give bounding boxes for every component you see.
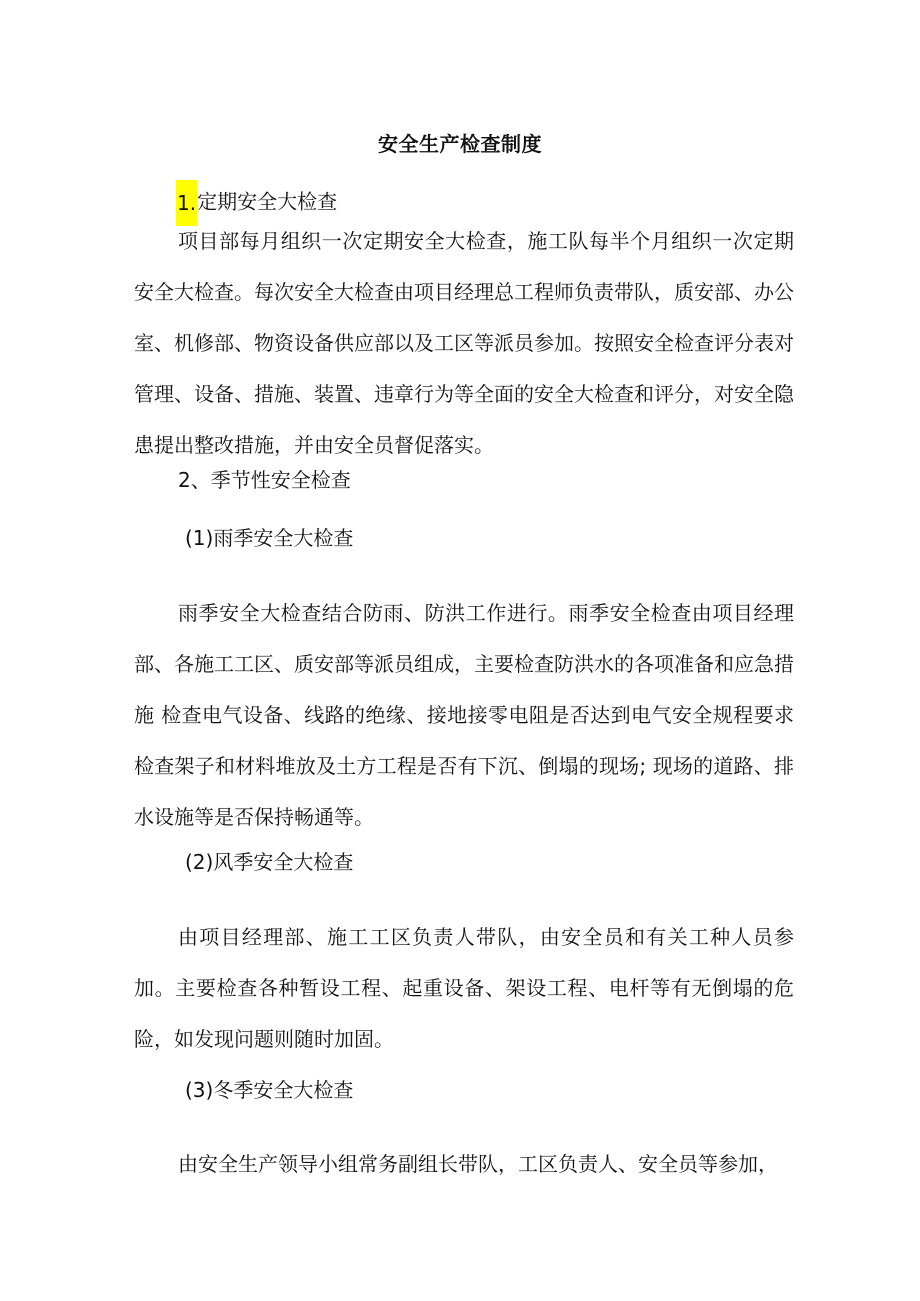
sub3-heading: (3)冬季安全大检查 (185, 1078, 354, 1102)
sub1-body: 雨季安全大检查结合防雨、防洪工作进行。雨季安全检查由项目经理部、各施工工区、质安部等派员组成，主要检查防洪水的各项准备和应急措施 检查电气设备、线路的绝缘、接地接零电阻是否达到电气安全规程要求 检查架子和材料堆放及土方工程是否有下沉、倒塌的现场; 现场的道路、排水设施等是否保持畅通等。 (134, 601, 794, 829)
section1-heading-text: 定期安全大检查 (197, 189, 338, 214)
sub3-body: 由安全生产领导小组常务副组长带队，工区负责人、安全员等参加， (178, 1152, 778, 1176)
section1-body: 项目部每月组织一次定期安全大检查，施工队每半个月组织一次定期安全大检查。每次安全大检查由项目经理总工程师负责带队，质安部、办公室、机修部、物资设备供应部以及工区等派员参加。按照安全检查评分表对管理、设备、措施、装置、违章行为等全面的安全大检查和评分，对安全隐患提出整改措施，并由安全员督促落实。 (134, 229, 794, 457)
section1-number-highlight: 1. (176, 180, 197, 226)
sub1-heading: (1)雨季安全大检查 (185, 526, 354, 550)
section2-heading: 2、季节性安全检查 (178, 468, 351, 492)
sub2-body: 由项目经理部、施工工区负责人带队，由安全员和有关工种人员参加。主要检查各种暂设工程、起重设备、架设工程、电杆等有无倒塌的危险，如发现问题则随时加固。 (134, 925, 794, 1051)
document-title: 安全生产检查制度 (378, 132, 542, 156)
sub2-heading: (2)风季安全大检查 (185, 850, 354, 874)
